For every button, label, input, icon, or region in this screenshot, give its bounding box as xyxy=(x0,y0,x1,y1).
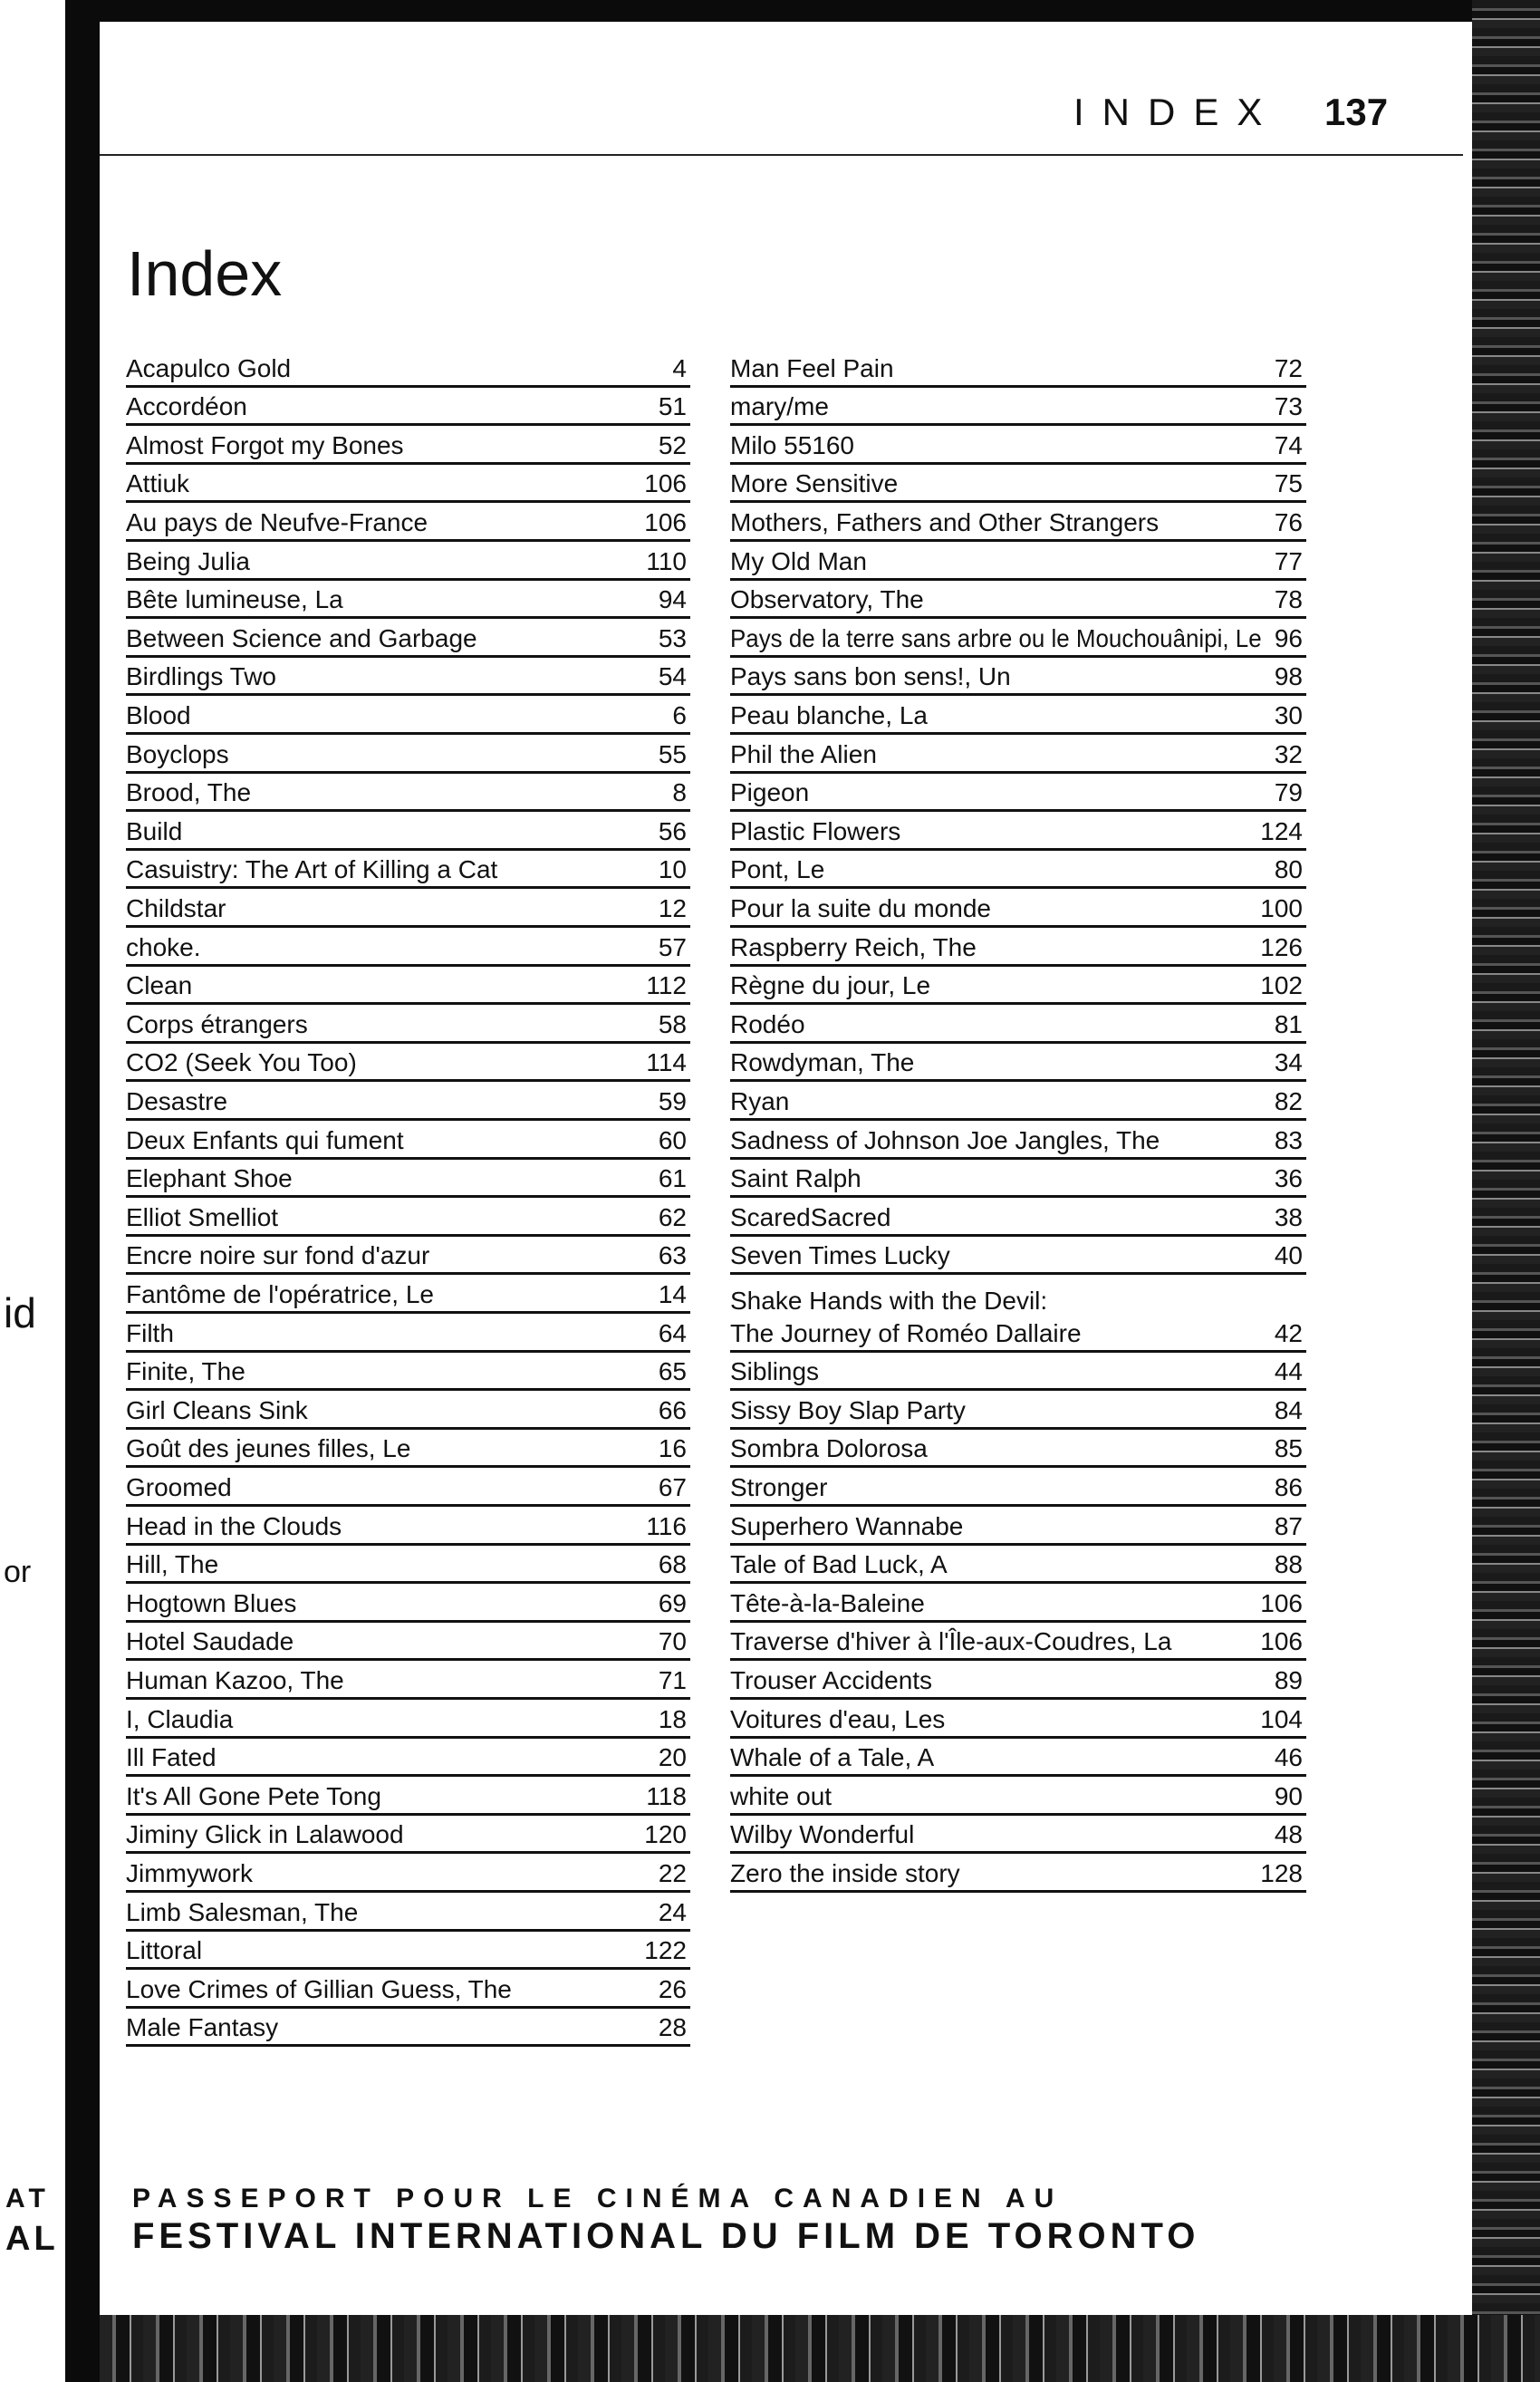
index-entry xyxy=(126,1079,690,1121)
entry-title: Pays de la terre sans arbre ou le Mouchouânipi, Le xyxy=(730,623,1262,652)
entry-title: CO2 (Seek You Too) xyxy=(126,1048,357,1077)
index-entry xyxy=(730,385,1306,427)
index-entry xyxy=(730,1774,1306,1816)
index-entry xyxy=(730,1118,1306,1160)
index-entry xyxy=(126,385,690,427)
entry-page: 8 xyxy=(672,778,687,807)
entry-title: Clean xyxy=(126,971,193,1000)
binding-shadow xyxy=(65,0,100,2382)
entry-title: Male Fantasy xyxy=(126,2013,279,2042)
page-number: 137 xyxy=(1324,91,1389,133)
entry-title: choke. xyxy=(126,932,201,961)
index-entry xyxy=(730,732,1306,774)
entry-title: It's All Gone Pete Tong xyxy=(126,1781,381,1810)
entry-title: Girl Cleans Sink xyxy=(126,1395,308,1424)
entry-title: Birdlings Two xyxy=(126,662,277,691)
entry-title: Elephant Shoe xyxy=(126,1164,293,1193)
entry-title: Au pays de Neufve-France xyxy=(126,507,428,536)
entry-title: Childstar xyxy=(126,893,226,922)
entry-title: Hill, The xyxy=(126,1550,219,1579)
entry-title: Milo 55160 xyxy=(730,430,854,459)
index-entry xyxy=(730,423,1306,465)
entry-title: Siblings xyxy=(730,1357,820,1386)
entry-title: Man Feel Pain xyxy=(730,353,894,382)
index-entry xyxy=(730,1620,1306,1662)
index-entry xyxy=(126,1851,690,1893)
index-entry xyxy=(126,1157,690,1199)
entry-page: 100 xyxy=(1260,893,1303,922)
entry-title: mary/me xyxy=(730,392,829,421)
index-entry xyxy=(126,693,690,735)
entry-page: 102 xyxy=(1260,971,1303,1000)
entry-title: Rodéo xyxy=(730,1009,805,1038)
entry-page: 126 xyxy=(1260,932,1303,961)
entry-title: Sissy Boy Slap Party xyxy=(730,1395,966,1424)
index-entry xyxy=(126,1427,690,1469)
index-entry xyxy=(730,1543,1306,1585)
entry-page: 38 xyxy=(1274,1202,1303,1231)
entry-page: 79 xyxy=(1274,778,1303,807)
entry-title: Stronger xyxy=(730,1472,828,1501)
index-entry xyxy=(126,1658,690,1700)
index-entry xyxy=(126,1929,690,1971)
index-entry xyxy=(126,616,690,658)
entry-title: My Old Man xyxy=(730,546,867,575)
index-entry xyxy=(126,732,690,774)
entry-title: Jiminy Glick in Lalawood xyxy=(126,1820,404,1849)
entry-page: 76 xyxy=(1274,507,1303,536)
entry-page: 80 xyxy=(1274,855,1303,884)
entry-title: Traverse d'hiver à l'Île-aux-Coudres, La xyxy=(730,1627,1172,1656)
index-entry xyxy=(126,462,690,504)
entry-title-continued: The Journey of Roméo Dallaire xyxy=(730,1318,1082,1347)
index-entry xyxy=(126,578,690,620)
index-entry xyxy=(126,1967,690,2009)
entry-page: 14 xyxy=(658,1279,687,1308)
entry-title: Ill Fated xyxy=(126,1743,217,1772)
margin-fragment: AT xyxy=(5,2184,51,2213)
index-entry xyxy=(730,346,1306,388)
index-entry xyxy=(126,1465,690,1507)
entry-page: 30 xyxy=(1274,700,1303,729)
running-head: INDEX xyxy=(1073,91,1281,133)
entry-page: 88 xyxy=(1274,1550,1303,1579)
index-entry xyxy=(126,1388,690,1430)
index-entry xyxy=(730,1697,1306,1739)
margin-fragment: or xyxy=(4,1555,32,1589)
index-entry xyxy=(730,886,1306,928)
index-entry xyxy=(126,848,690,890)
entry-title: Bête lumineuse, La xyxy=(126,585,343,614)
entry-page: 54 xyxy=(658,662,687,691)
entry-page: 110 xyxy=(646,546,687,575)
entry-title: Pont, Le xyxy=(730,855,825,884)
entry-page: 77 xyxy=(1274,546,1303,575)
index-entry xyxy=(126,500,690,542)
index-entry xyxy=(126,1195,690,1237)
entry-page: 18 xyxy=(658,1704,687,1733)
entry-page: 42 xyxy=(1274,1318,1303,1347)
entry-page: 82 xyxy=(1274,1086,1303,1115)
right-scan-edge xyxy=(1472,0,1540,2382)
entry-title: Casuistry: The Art of Killing a Cat xyxy=(126,855,498,884)
index-entry xyxy=(730,539,1306,581)
entry-page: 112 xyxy=(646,971,687,1000)
entry-page: 78 xyxy=(1274,585,1303,614)
index-entry xyxy=(126,655,690,697)
entry-title: Pays sans bon sens!, Un xyxy=(730,662,1011,691)
entry-title: Rowdyman, The xyxy=(730,1048,915,1077)
entry-page: 60 xyxy=(658,1125,687,1154)
index-entry xyxy=(730,1350,1306,1392)
index-entry xyxy=(126,1272,690,1314)
entry-title: Plastic Flowers xyxy=(730,816,901,845)
entry-page: 84 xyxy=(1274,1395,1303,1424)
entry-title: Raspberry Reich, The xyxy=(730,932,977,961)
entry-title: Finite, The xyxy=(126,1357,245,1386)
index-entry xyxy=(126,1504,690,1546)
entry-page: 85 xyxy=(1274,1434,1303,1463)
entry-page: 89 xyxy=(1274,1665,1303,1694)
index-entry xyxy=(730,925,1306,967)
entry-page: 114 xyxy=(646,1048,687,1077)
index-column-left xyxy=(126,346,690,2068)
entry-title: Acapulco Gold xyxy=(126,353,292,382)
entry-title: Ryan xyxy=(730,1086,790,1115)
index-entry xyxy=(730,1079,1306,1121)
entry-page: 122 xyxy=(644,1936,687,1965)
entry-page: 81 xyxy=(1274,1009,1303,1038)
index-entry xyxy=(730,500,1306,542)
entry-title: Love Crimes of Gillian Guess, The xyxy=(126,1974,512,2003)
entry-title: Observatory, The xyxy=(730,585,924,614)
entry-title: Règne du jour, Le xyxy=(730,971,931,1000)
index-entry xyxy=(126,1350,690,1392)
page-title: Index xyxy=(127,238,283,309)
entry-title: Groomed xyxy=(126,1472,232,1501)
index-entry xyxy=(126,1890,690,1932)
entry-title: Voitures d'eau, Les xyxy=(730,1704,946,1733)
entry-page: 106 xyxy=(644,469,687,498)
entry-title: Tête-à-la-Baleine xyxy=(730,1588,925,1617)
entry-page: 75 xyxy=(1274,469,1303,498)
index-entry xyxy=(730,1002,1306,1044)
header-rule xyxy=(100,154,1463,156)
index-entry xyxy=(126,423,690,465)
index-column-right xyxy=(730,346,1306,1905)
entry-title: Being Julia xyxy=(126,546,250,575)
entry-page: 104 xyxy=(1260,1704,1303,1733)
entry-page: 106 xyxy=(1260,1588,1303,1617)
index-entry xyxy=(730,578,1306,620)
index-entry xyxy=(730,616,1306,658)
entry-page: 86 xyxy=(1274,1472,1303,1501)
entry-page: 106 xyxy=(644,507,687,536)
entry-page: 66 xyxy=(658,1395,687,1424)
entry-title: Wilby Wonderful xyxy=(730,1820,915,1849)
index-entry xyxy=(126,1234,690,1276)
index-entry xyxy=(730,1388,1306,1430)
entry-page: 22 xyxy=(658,1858,687,1887)
entry-page: 98 xyxy=(1274,662,1303,691)
entry-title: Boyclops xyxy=(126,739,229,768)
entry-page: 46 xyxy=(1274,1743,1303,1772)
entry-page: 24 xyxy=(658,1897,687,1926)
bottom-scan-edge xyxy=(100,2315,1540,2382)
entry-page: 58 xyxy=(658,1009,687,1038)
entry-page: 36 xyxy=(1274,1164,1303,1193)
entry-title: Peau blanche, La xyxy=(730,700,928,729)
footer-line-2: FESTIVAL INTERNATIONAL DU FILM DE TORONTO xyxy=(132,2216,1200,2256)
index-entry xyxy=(730,1234,1306,1276)
entry-page: 83 xyxy=(1274,1125,1303,1154)
entry-page: 116 xyxy=(646,1511,687,1540)
index-entry xyxy=(126,1581,690,1623)
entry-title: Desastre xyxy=(126,1086,228,1115)
entry-title: More Sensitive xyxy=(730,469,899,498)
index-entry xyxy=(730,693,1306,735)
entry-page: 70 xyxy=(658,1627,687,1656)
entry-title: Mothers, Fathers and Other Strangers xyxy=(730,507,1160,536)
entry-page: 96 xyxy=(1274,623,1303,652)
index-entry xyxy=(730,1465,1306,1507)
margin-fragment: AL xyxy=(5,2220,59,2258)
entry-page: 65 xyxy=(658,1357,687,1386)
index-entry xyxy=(126,809,690,851)
entry-title: Saint Ralph xyxy=(730,1164,861,1193)
entry-page: 57 xyxy=(658,932,687,961)
entry-page: 67 xyxy=(658,1472,687,1501)
entry-page: 48 xyxy=(1274,1820,1303,1849)
entry-page: 10 xyxy=(658,855,687,884)
entry-title: Between Science and Garbage xyxy=(126,623,477,652)
index-entry xyxy=(126,1697,690,1739)
entry-page: 4 xyxy=(672,353,687,382)
index-entry xyxy=(730,1851,1306,1893)
entry-page: 53 xyxy=(658,623,687,652)
index-entry xyxy=(126,1620,690,1662)
entry-page: 64 xyxy=(658,1318,687,1347)
index-entry xyxy=(730,1272,1306,1352)
entry-page: 124 xyxy=(1260,816,1303,845)
index-entry xyxy=(126,346,690,388)
entry-page: 74 xyxy=(1274,430,1303,459)
index-entry xyxy=(730,964,1306,1006)
index-entry xyxy=(126,886,690,928)
index-entry xyxy=(730,1813,1306,1855)
index-entry xyxy=(126,1543,690,1585)
entry-title: Zero the inside story xyxy=(730,1858,960,1887)
entry-title: Hogtown Blues xyxy=(126,1588,297,1617)
entry-page: 34 xyxy=(1274,1048,1303,1077)
entry-title: Tale of Bad Luck, A xyxy=(730,1550,948,1579)
entry-title: Encre noire sur fond d'azur xyxy=(126,1241,430,1270)
index-entry xyxy=(126,2006,690,2048)
index-entry xyxy=(730,1427,1306,1469)
entry-title: Fantôme de l'opératrice, Le xyxy=(126,1279,434,1308)
entry-page: 12 xyxy=(658,893,687,922)
index-entry xyxy=(730,1658,1306,1700)
entry-page: 90 xyxy=(1274,1781,1303,1810)
entry-title: Filth xyxy=(126,1318,174,1347)
entry-title: Trouser Accidents xyxy=(730,1665,933,1694)
entry-page: 28 xyxy=(658,2013,687,2042)
entry-title: Sadness of Johnson Joe Jangles, The xyxy=(730,1125,1160,1154)
entry-page: 62 xyxy=(658,1202,687,1231)
entry-page: 59 xyxy=(658,1086,687,1115)
index-entry xyxy=(126,1774,690,1816)
entry-title: Phil the Alien xyxy=(730,739,877,768)
entry-title: Littoral xyxy=(126,1936,203,1965)
index-entry xyxy=(730,809,1306,851)
index-entry xyxy=(126,1041,690,1083)
index-entry xyxy=(730,1736,1306,1778)
previous-page-margin xyxy=(0,0,65,2382)
top-scan-edge xyxy=(65,0,1540,22)
entry-page: 118 xyxy=(646,1781,687,1810)
index-entry xyxy=(126,1002,690,1044)
index-entry xyxy=(126,1118,690,1160)
entry-title: Whale of a Tale, A xyxy=(730,1743,935,1772)
entry-page: 128 xyxy=(1260,1858,1303,1887)
entry-page: 94 xyxy=(658,585,687,614)
entry-title: Elliot Smelliot xyxy=(126,1202,279,1231)
margin-fragment: id xyxy=(4,1289,36,1336)
entry-title: Brood, The xyxy=(126,778,252,807)
entry-page: 16 xyxy=(658,1434,687,1463)
entry-title: ScaredSacred xyxy=(730,1202,891,1231)
entry-page: 55 xyxy=(658,739,687,768)
index-entry xyxy=(126,1813,690,1855)
index-entry xyxy=(126,1736,690,1778)
entry-title: Corps étrangers xyxy=(126,1009,308,1038)
index-entry xyxy=(126,539,690,581)
index-entry xyxy=(730,1195,1306,1237)
entry-title: Head in the Clouds xyxy=(126,1511,342,1540)
entry-page: 71 xyxy=(658,1665,687,1694)
entry-page: 106 xyxy=(1260,1627,1303,1656)
entry-title: Seven Times Lucky xyxy=(730,1241,950,1270)
entry-title: white out xyxy=(730,1781,833,1810)
entry-page: 72 xyxy=(1274,353,1303,382)
entry-title: Attiuk xyxy=(126,469,190,498)
entry-title: Jimmywork xyxy=(126,1858,253,1887)
entry-page: 87 xyxy=(1274,1511,1303,1540)
footer-line-1: PASSEPORT POUR LE CINÉMA CANADIEN AU xyxy=(132,2184,1064,2213)
entry-page: 40 xyxy=(1274,1241,1303,1270)
entry-title: Accordéon xyxy=(126,392,247,421)
entry-page: 32 xyxy=(1274,739,1303,768)
index-entry xyxy=(730,655,1306,697)
index-entry xyxy=(730,1581,1306,1623)
entry-title: Deux Enfants qui fument xyxy=(126,1125,404,1154)
entry-title: Blood xyxy=(126,700,191,729)
entry-page: 52 xyxy=(658,430,687,459)
index-entry xyxy=(126,964,690,1006)
entry-title: Build xyxy=(126,816,183,845)
index-entry xyxy=(730,462,1306,504)
index-entry xyxy=(730,848,1306,890)
entry-page: 73 xyxy=(1274,392,1303,421)
index-entry xyxy=(730,1157,1306,1199)
entry-page: 56 xyxy=(658,816,687,845)
entry-page: 20 xyxy=(658,1743,687,1772)
entry-page: 44 xyxy=(1274,1357,1303,1386)
entry-title: Limb Salesman, The xyxy=(126,1897,359,1926)
entry-page: 69 xyxy=(658,1588,687,1617)
index-entry xyxy=(730,1504,1306,1546)
entry-page: 63 xyxy=(658,1241,687,1270)
index-entry xyxy=(730,1041,1306,1083)
entry-title: Pigeon xyxy=(730,778,810,807)
entry-title: Goût des jeunes filles, Le xyxy=(126,1434,411,1463)
entry-title: Pour la suite du monde xyxy=(730,893,991,922)
entry-title: Hotel Saudade xyxy=(126,1627,294,1656)
entry-title: Shake Hands with the Devil: xyxy=(730,1286,1048,1315)
entry-title: Sombra Dolorosa xyxy=(730,1434,928,1463)
entry-page: 120 xyxy=(644,1820,687,1849)
index-entry xyxy=(126,771,690,813)
index-entry xyxy=(126,1311,690,1353)
index-entry xyxy=(730,771,1306,813)
entry-page: 26 xyxy=(658,1974,687,2003)
entry-title: I, Claudia xyxy=(126,1704,234,1733)
entry-page: 6 xyxy=(672,700,687,729)
entry-title: Human Kazoo, The xyxy=(126,1665,344,1694)
entry-page: 68 xyxy=(658,1550,687,1579)
entry-page: 61 xyxy=(658,1164,687,1193)
entry-title: Superhero Wannabe xyxy=(730,1511,964,1540)
entry-title: Almost Forgot my Bones xyxy=(126,430,404,459)
entry-page: 51 xyxy=(658,392,687,421)
index-entry xyxy=(126,925,690,967)
